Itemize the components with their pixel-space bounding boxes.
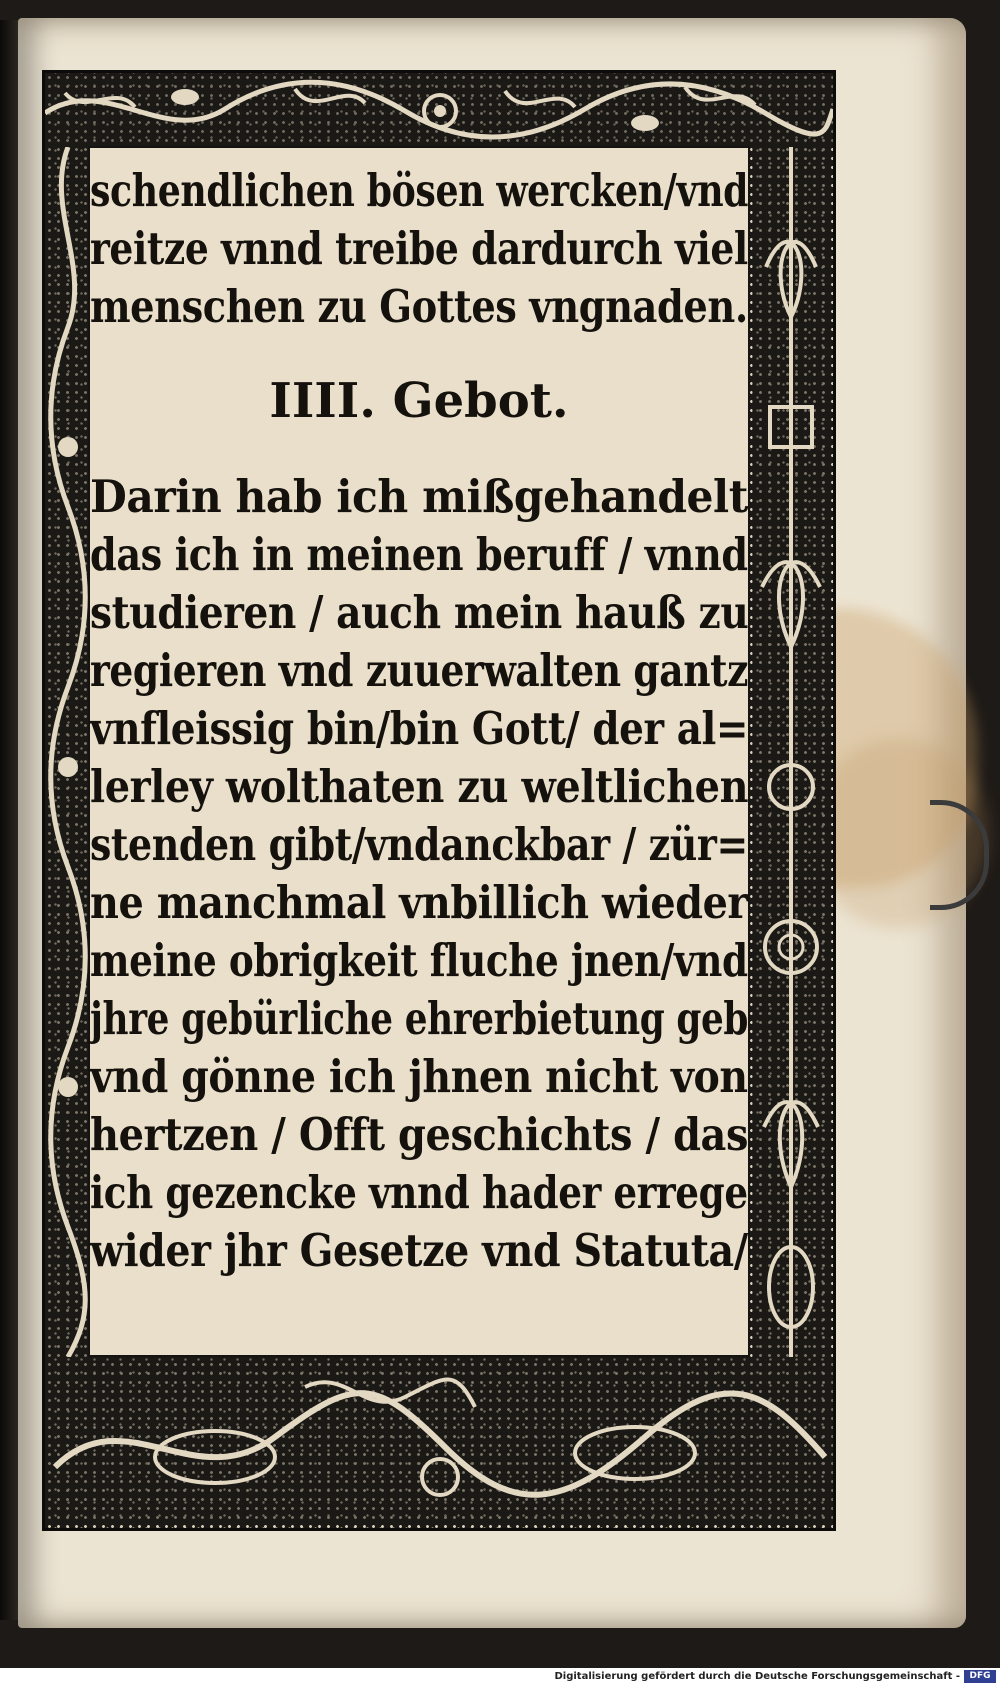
text-line: regieren vnd zuuerwalten gantz (90, 644, 749, 697)
text-line: reitze vnnd treibe dardurch viel (90, 222, 748, 275)
text-line: schendlichen bösen wercken/vnd (90, 164, 749, 217)
top-ornament (45, 73, 833, 147)
text-line: studieren / auch mein hauß zu (90, 586, 749, 639)
funding-note: Digitalisierung gefördert durch die Deutsche Forschungsgemeinschaft - (554, 1671, 960, 1682)
section-heading: IIII. Gebot. (269, 373, 569, 429)
text-line: ne manchmal vnbillich wieder (90, 876, 748, 929)
text-line: Darin hab ich mißgehandelt (90, 470, 748, 523)
book-page (18, 18, 966, 1628)
bottom-ornament (45, 1357, 833, 1525)
digitization-footer (0, 1668, 1000, 1685)
text-line: wider jhr Gesetze vnd Statuta/ (90, 1224, 748, 1277)
text-line: vnd gönne ich jhnen nicht von (90, 1050, 748, 1103)
text-line: lerley wolthaten zu weltlichen (90, 760, 749, 813)
text-line: vnfleissig bin/bin Gott/ der al= (90, 702, 749, 755)
text-line: das ich in meinen beruff / vnnd (90, 528, 748, 581)
left-ornament (45, 147, 91, 1357)
text-block (88, 146, 750, 1357)
text-line: hertzen / Offt geschichts / das (90, 1108, 748, 1161)
dfg-logo-icon: DFG (964, 1670, 996, 1683)
right-ornament (752, 147, 830, 1357)
text-line: menschen zu Gottes vngnaden. (90, 280, 748, 333)
text-line: ich gezencke vnnd hader errege (90, 1166, 748, 1219)
text-line: stenden gibt/vndanckbar / zür= (90, 818, 748, 871)
text-line: meine obrigkeit fluche jnen/vnd (90, 934, 748, 987)
text-line: jhre gebürliche ehrerbietung geb (90, 992, 749, 1045)
